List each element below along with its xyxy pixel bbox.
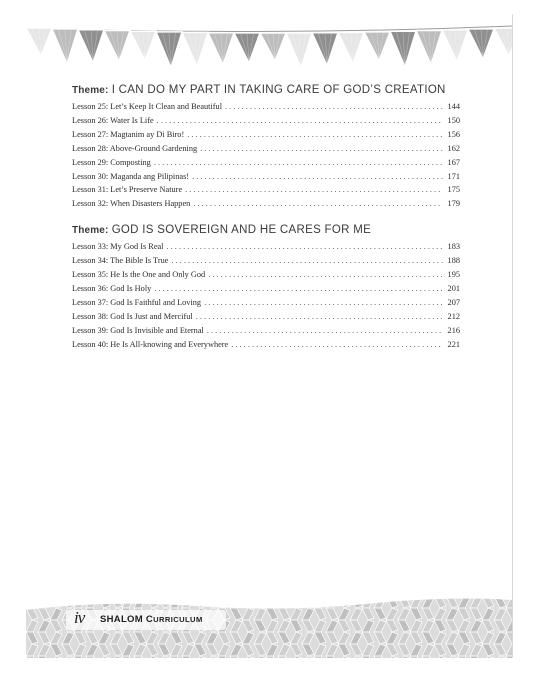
toc-entry-label: Lesson 31: Let’s Preserve Nature <box>72 185 183 195</box>
weave-strand <box>278 596 290 608</box>
toc-entry-label: Lesson 33: My God Is Real <box>72 242 164 252</box>
toc-entry <box>72 268 460 282</box>
toc-entry <box>72 156 460 170</box>
toc-entry <box>72 282 460 296</box>
toc-list <box>72 100 460 211</box>
theme-prefix: Theme: <box>72 85 109 96</box>
toc-entry <box>72 183 460 197</box>
toc-entry-page: 175 <box>447 185 460 195</box>
toc-entry-label: Lesson 26: Water Is Life <box>72 115 154 125</box>
weave-strand <box>62 596 74 608</box>
weave-strand <box>218 596 230 608</box>
toc-entry-page: 162 <box>447 143 460 153</box>
toc-entry-page: 167 <box>447 157 460 167</box>
toc-entry <box>72 128 460 142</box>
toc-entry-page: 195 <box>447 270 460 280</box>
theme-prefix: Theme: <box>72 225 109 237</box>
toc-dot-leader <box>225 100 443 114</box>
toc-entry-page: 156 <box>447 129 460 139</box>
table-of-contents <box>72 84 460 365</box>
woven-mat-pattern <box>26 596 512 658</box>
weave-strand <box>302 596 314 608</box>
toc-entry <box>72 240 460 254</box>
toc-entry <box>72 254 460 268</box>
page-footer <box>26 596 512 658</box>
brand-first-letter: C <box>145 614 154 625</box>
toc-entry <box>72 310 460 324</box>
toc-dot-leader <box>187 128 443 142</box>
toc-entry <box>72 324 460 338</box>
toc-entry-label: Lesson 34: The Bible Is True <box>72 256 169 266</box>
toc-section <box>72 84 460 211</box>
toc-entry <box>72 296 460 310</box>
toc-section <box>72 224 460 351</box>
curriculum-brand <box>100 614 203 625</box>
toc-dot-leader <box>157 114 443 128</box>
toc-entry-page: 179 <box>447 199 460 209</box>
weave-strand <box>290 596 302 608</box>
theme-title: I CAN DO MY PART IN TAKING CARE OF GOD’S CREATION <box>111 84 446 96</box>
toc-entry-label: Lesson 36: God Is Holy <box>72 283 152 293</box>
toc-entry <box>72 100 460 114</box>
toc-dot-leader <box>207 324 443 338</box>
toc-dot-leader <box>192 170 443 184</box>
toc-dot-leader <box>196 310 443 324</box>
toc-entry-label: Lesson 30: Maganda ang Pilipinas! <box>72 171 190 181</box>
toc-dot-leader <box>154 156 443 170</box>
brand-main: SHALOM <box>100 614 143 625</box>
toc-entry-page: 216 <box>447 325 460 335</box>
toc-dot-leader <box>200 142 443 156</box>
toc-entry <box>72 114 460 128</box>
weave-strand <box>506 656 512 658</box>
toc-dot-leader <box>193 197 443 211</box>
weave-strand <box>338 596 350 608</box>
toc-list <box>72 240 460 351</box>
toc-entry-label: Lesson 37: God Is Faithful and Loving <box>72 297 202 307</box>
toc-entry-label: Lesson 39: God Is Invisible and Eternal <box>72 325 204 335</box>
weave-strand <box>26 596 38 608</box>
toc-entry-page: 212 <box>447 311 460 321</box>
weave-strand <box>206 596 218 608</box>
toc-entry <box>72 142 460 156</box>
toc-entry-label: Lesson 35: He Is the One and Only God <box>72 270 206 280</box>
toc-entry-label: Lesson 27: Magtanim ay Di Biro! <box>72 129 185 139</box>
weave-strand <box>50 596 62 608</box>
weave-strand <box>266 596 278 608</box>
toc-entry-label: Lesson 28: Above-Ground Gardening <box>72 143 198 153</box>
toc-dot-leader <box>167 240 444 254</box>
theme-title: GOD IS SOVEREIGN AND HE CARES FOR ME <box>111 224 372 237</box>
toc-entry-page: 150 <box>447 115 460 125</box>
brand-rest: URRICULUM <box>153 615 203 624</box>
toc-entry-label: Lesson 38: God Is Just and Merciful <box>72 311 193 321</box>
bunting-flags <box>26 14 512 76</box>
theme-heading <box>72 224 460 236</box>
toc-entry-page: 221 <box>447 339 460 349</box>
toc-entry-label: Lesson 25: Let’s Keep It Clean and Beautiful <box>72 102 222 111</box>
weave-strand <box>242 596 254 608</box>
toc-entry-page: 144 <box>447 102 460 111</box>
bunting-banner <box>26 14 512 76</box>
toc-entry <box>72 197 460 211</box>
toc-entry-page: 201 <box>447 283 460 293</box>
toc-entry-label: Lesson 29: Composting <box>72 157 151 167</box>
toc-dot-leader <box>208 268 443 282</box>
toc-entry-page: 171 <box>447 171 460 181</box>
weave-strand <box>326 596 338 608</box>
weave-strand <box>230 596 242 608</box>
toc-entry <box>72 170 460 184</box>
weave-strand <box>38 596 50 608</box>
toc-entry-page: 183 <box>447 242 460 252</box>
weave-strand <box>254 596 266 608</box>
toc-dot-leader <box>154 282 443 296</box>
toc-dot-leader <box>185 183 443 197</box>
toc-dot-leader <box>171 254 443 268</box>
toc-dot-leader <box>204 296 443 310</box>
toc-entry-page: 188 <box>447 256 460 266</box>
toc-entry-page: 207 <box>447 297 460 307</box>
toc-dot-leader <box>231 338 443 352</box>
weave-strand <box>314 596 326 608</box>
toc-entry <box>72 338 460 352</box>
toc-entry-label: Lesson 32: When Disasters Happen <box>72 199 191 209</box>
page-number: iv <box>74 608 85 627</box>
toc-entry-label: Lesson 40: He Is All-knowing and Everywhere <box>72 339 229 349</box>
theme-heading <box>72 84 460 96</box>
